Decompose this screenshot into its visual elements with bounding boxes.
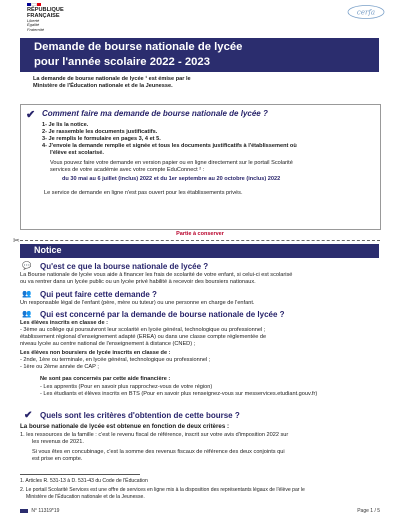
q3-line-5: Les élèves non boursiers de lycée inscrits en classe de : (20, 350, 171, 356)
step-4: 4- J'envoie la demande remplie et signée et tous les documents justificatifs à l'établissement où (42, 143, 297, 149)
footer-flag-icon (20, 509, 28, 513)
q4-line-2: 1. les ressources de la famille : c'est le revenu fiscal de référence, inscrit sur votre avis d'imposition 2022 sur (20, 432, 289, 438)
footnote-1: 1. Articles R. 531-13 à D. 531-43 du Code de l'Éducation (20, 478, 148, 484)
intro-line-1: La demande de bourse nationale de lycée ¹ est émise par le (33, 76, 191, 82)
q3-line-3: établissement régional d'enseignement adapté (EREA) ou dans une classe compte réglementée de (20, 334, 267, 340)
people-icon: 👥 (22, 289, 32, 298)
online-line-2: services de votre académie avec votre compte EduConnect ² : (50, 167, 205, 173)
step-4-continued: l'élève est scolarisé. (50, 150, 104, 156)
page-footer (20, 508, 380, 514)
q2-line-1: Un responsable légal de l'enfant (père, mère ou tuteur) ou une personne en charge de l'enfant. (20, 300, 255, 306)
logo-line-2: FRANÇAISE (27, 13, 60, 19)
q3-line-2: - 3ème au collège qui poursuivront leur scolarité en lycée général, technologique ou professionnel ; (20, 327, 266, 333)
flag-icon (27, 3, 41, 6)
cerfa-logo (346, 4, 386, 20)
footnote-divider (20, 474, 140, 475)
speech-bubble-icon: 💬 (22, 261, 32, 270)
title-line-1: Demande de bourse nationale de lycée (34, 41, 243, 53)
form-number: N° 11319*19 (31, 508, 60, 514)
how-to-heading: Comment faire ma demande de bourse nationale de lycée ? (42, 109, 268, 118)
q4-heading: Quels sont les critères d'obtention de cette bourse ? (40, 411, 240, 420)
motto-line-1: Liberté (27, 18, 40, 23)
step-3: 3- Je remplis le formulaire en pages 3, 4 et 5. (42, 136, 161, 142)
q3-line-7: - 1ère ou 2ème année de CAP ; (20, 364, 99, 370)
keep-part-label: Partie à conserver (176, 231, 224, 237)
republique-francaise-logo (27, 3, 87, 32)
q4-line-4: Si vous êtes en concubinage, c'est la somme des revenus fiscaux de référence des deux conjoints qui (32, 449, 285, 455)
q1-heading: Qu'est ce que la bourse nationale de lycée ? (40, 262, 209, 271)
q3-line-6: - 2nde, 1ère ou terminale, en lycée général, technologique ou professionnel ; (20, 357, 211, 363)
title-line-2: pour l'année scolaire 2022 - 2023 (34, 56, 210, 68)
step-1: 1- Je lis la notice. (42, 122, 89, 128)
checkmark-icon: ✔ (26, 109, 36, 121)
q1-line-1: La Bourse nationale de lycée vous aide à financer les frais de scolarité de votre enfant, si celui-ci est scolarisé (20, 272, 293, 278)
cerfa-label: cerfa (356, 8, 376, 17)
q3-line-1: Les élèves inscrits en classe de : (20, 320, 108, 326)
not-concerned-line-1: - Les apprentis (Pour en savoir plus rapprochez-vous de votre région) (40, 384, 213, 390)
motto-line-2: Égalité (27, 22, 40, 28)
logo-line-1: RÉPUBLIQUE (27, 7, 64, 13)
q3-heading: Qui est concerné par la demande de bourse nationale de lycée ? (40, 310, 285, 319)
q4-line-3: les revenus de 2021. (32, 439, 84, 445)
not-concerned-heading: Ne sont pas concernés par cette aide financière : (40, 376, 171, 382)
cut-line (20, 240, 380, 241)
footnote-2b: Ministère de l'Éducation nationale et de la Jeunesse. (26, 494, 145, 500)
online-line-1: Vous pouvez faire votre demande en version papier ou en ligne directement sur le portail Scolarité (50, 160, 293, 166)
q4-line-1: La bourse nationale de lycée est obtenue en fonction de deux critères : (20, 423, 230, 430)
private-note: Le service de demande en ligne n'est pas ouvert pour les établissements privés. (44, 190, 243, 196)
q4-line-5: est prise en compte. (32, 456, 83, 462)
scissors-icon: ✂ (13, 236, 20, 245)
q2-heading: Qui peut faire cette demande ? (40, 290, 157, 299)
step-2: 2- Je rassemble les documents justificatifs. (42, 129, 158, 135)
intro-text (33, 76, 191, 90)
notice-banner (20, 244, 379, 258)
page-number: Page 1 / 5 (357, 508, 380, 514)
not-concerned-line-2: - Les étudiants et élèves inscrits en BTS (Pour en savoir plus renseignez-vous sur messervices.etudiant.gouv.fr) (40, 391, 318, 397)
title-banner (20, 38, 379, 72)
online-dates: du 30 mai au 6 juillet (inclus) 2022 et du 1er septembre au 20 octobre (inclus) 2022 (62, 176, 281, 182)
footnote-2a: 2. Le portail Scolarité Services est une offre de services en ligne mis à la disposition des représentants légaux de l'élève par le (20, 487, 305, 493)
q1-line-2: ou va rentrer dans un lycée public ou un lycée privé habilité à recevoir des boursiers nationaux. (20, 279, 256, 285)
q3-line-4: niveau lycée au centre national de l'enseignement à distance (CNED) ; (20, 341, 196, 347)
people-icon: 👥 (22, 309, 32, 318)
notice-label: Notice (34, 245, 62, 255)
checkmark-icon: ✔ (24, 410, 33, 421)
motto-line-3: Fraternité (27, 26, 45, 32)
intro-line-2: Ministère de l'Éducation nationale et de la Jeunesse. (33, 83, 173, 89)
